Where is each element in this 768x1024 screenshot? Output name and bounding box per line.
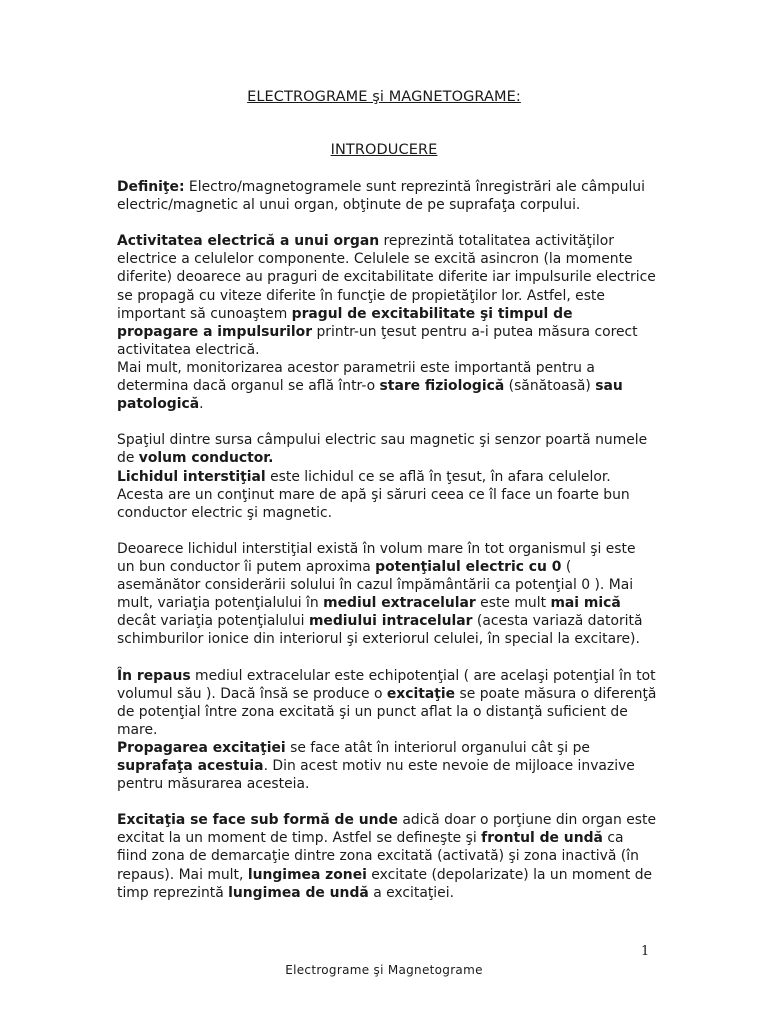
bold-term: potenţialul electric cu 0: [375, 558, 562, 575]
paragraph-monitoring: [117, 359, 657, 413]
paragraph-text: este lichidul ce se află în ţesut, în afara celulelor. Acesta are un conţinut mare de apă şi săruri ceea ce îl face un foarte bun conductor electric şi magnetic.: [117, 468, 630, 521]
bold-term: mediul extracelular: [323, 595, 476, 612]
paragraph-text: Deoarece lichidul interstiţial există în volum mare în tot organismul şi este un bun conductor îi putem aproxima: [117, 540, 636, 575]
paragraph-volume-conductor: [117, 431, 657, 467]
paragraph-text: este mult: [475, 595, 551, 612]
section-title: INTRODUCERE: [330, 142, 438, 158]
bold-term: lungimea zonei: [247, 866, 367, 883]
page-number: 1: [641, 944, 650, 959]
paragraph-rest: [117, 667, 657, 739]
bold-term: sau patologică: [117, 378, 623, 413]
bold-term: suprafaţa acestuia: [117, 758, 264, 774]
paragraph-text: (acesta variază datorită schimburilor ionice din interiorul şi exteriorul celulei, în special la excitare).: [117, 613, 643, 648]
paragraph-waves: [117, 811, 657, 901]
bold-term: pragul de excitabilitate şi timpul de propagare a impulsurilor: [117, 305, 573, 340]
bold-term: lungimea de undă: [228, 884, 369, 901]
paragraph-text: ( asemănător considerării solului în cazul împământării ca potenţial 0 ). Mai mult, variaţia potenţialului în: [117, 558, 634, 612]
paragraph-potential: [117, 540, 657, 649]
paragraph-text: Mai mult, monitorizarea acestor parametrii este importantă pentru a determina dacă organul se află într-o: [117, 359, 595, 395]
paragraph-text: Spaţiul dintre sursa câmpului electric sau magnetic şi senzor poartă numele de: [117, 432, 648, 467]
bold-term: volum conductor.: [138, 450, 274, 467]
bold-term: Definiţe:: [117, 179, 185, 195]
paragraph-text: adică doar o porţiune din organ este excitat la un moment de timp. Astfel se defineşte şi: [117, 812, 657, 847]
document-title: ELECTROGRAME şi MAGNETOGRAME:: [247, 89, 521, 105]
paragraph-interstitial-fluid: [117, 468, 657, 522]
paragraph-propagation: [117, 739, 657, 793]
bold-term: frontul de undă: [481, 830, 603, 847]
bold-term: În repaus: [117, 667, 191, 684]
paragraph-text: Electro/magnetogramele sunt reprezintă înregistrări ale câmpului electric/magnetic al unui organ, obţinute de pe suprafaţa corpului.: [117, 179, 645, 214]
document-body: [117, 178, 657, 902]
paragraph-text: decât variaţia potenţialului: [117, 613, 309, 630]
paragraph-text: a excitaţiei.: [368, 884, 454, 901]
paragraph-definition: [117, 178, 657, 214]
paragraph-text: se face atât în interiorul organului cât şi pe: [285, 739, 590, 756]
paragraph-text: se poate măsura o diferenţă de potenţial între zona excitată şi un punct aflat la o distanţă suficient de mare.: [117, 685, 657, 738]
paragraph-electrical-activity: [117, 232, 657, 359]
paragraph-text: . Din acest motiv nu este nevoie de mijloace invazive pentru măsurarea acesteia.: [117, 758, 635, 793]
bold-term: stare fiziologică: [379, 378, 505, 395]
bold-term: Activitatea electrică a unui organ: [117, 233, 380, 250]
paragraph-text: reprezintă totalitatea activităţilor electrice a celulelor componente. Celulele se excită asincron (la momente diferite) deoarece au praguri de excitabilitate diferite iar impulsurile electrice se propagă cu viteze diferite în funcţie de propietăţilor lor. Astfel, este important să cunoaştem: [117, 233, 656, 322]
bold-term: excitaţie: [386, 685, 456, 702]
paragraph-text: excitate (depolarizate) la un moment de timp reprezintă: [117, 866, 653, 901]
paragraph-text: ca fiind zona de demarcaţie dintre zona excitată (activată) şi zona inactivă (în repaus). Mai mult,: [117, 830, 639, 883]
bold-term: Lichidul interstiţial: [117, 468, 266, 485]
paragraph-text: .: [199, 396, 204, 413]
page-footer: Electrograme şi Magnetograme: [285, 963, 483, 977]
bold-term: mai mică: [550, 595, 621, 612]
paragraph-text: printr-un ţesut pentru a-i putea măsura corect activitatea electrică.: [117, 323, 638, 358]
paragraph-text: (sănătoasă): [504, 378, 596, 395]
bold-term: Excitaţia se face sub formă de unde: [117, 812, 398, 829]
paragraph-text: mediul extracelular este echipotenţial ( are acelaşi potenţial în tot volumul său ). Dacă însă se produce o: [117, 667, 656, 702]
bold-term: mediului intracelular: [308, 613, 473, 630]
bold-term: Propagarea excitaţiei: [117, 739, 286, 756]
